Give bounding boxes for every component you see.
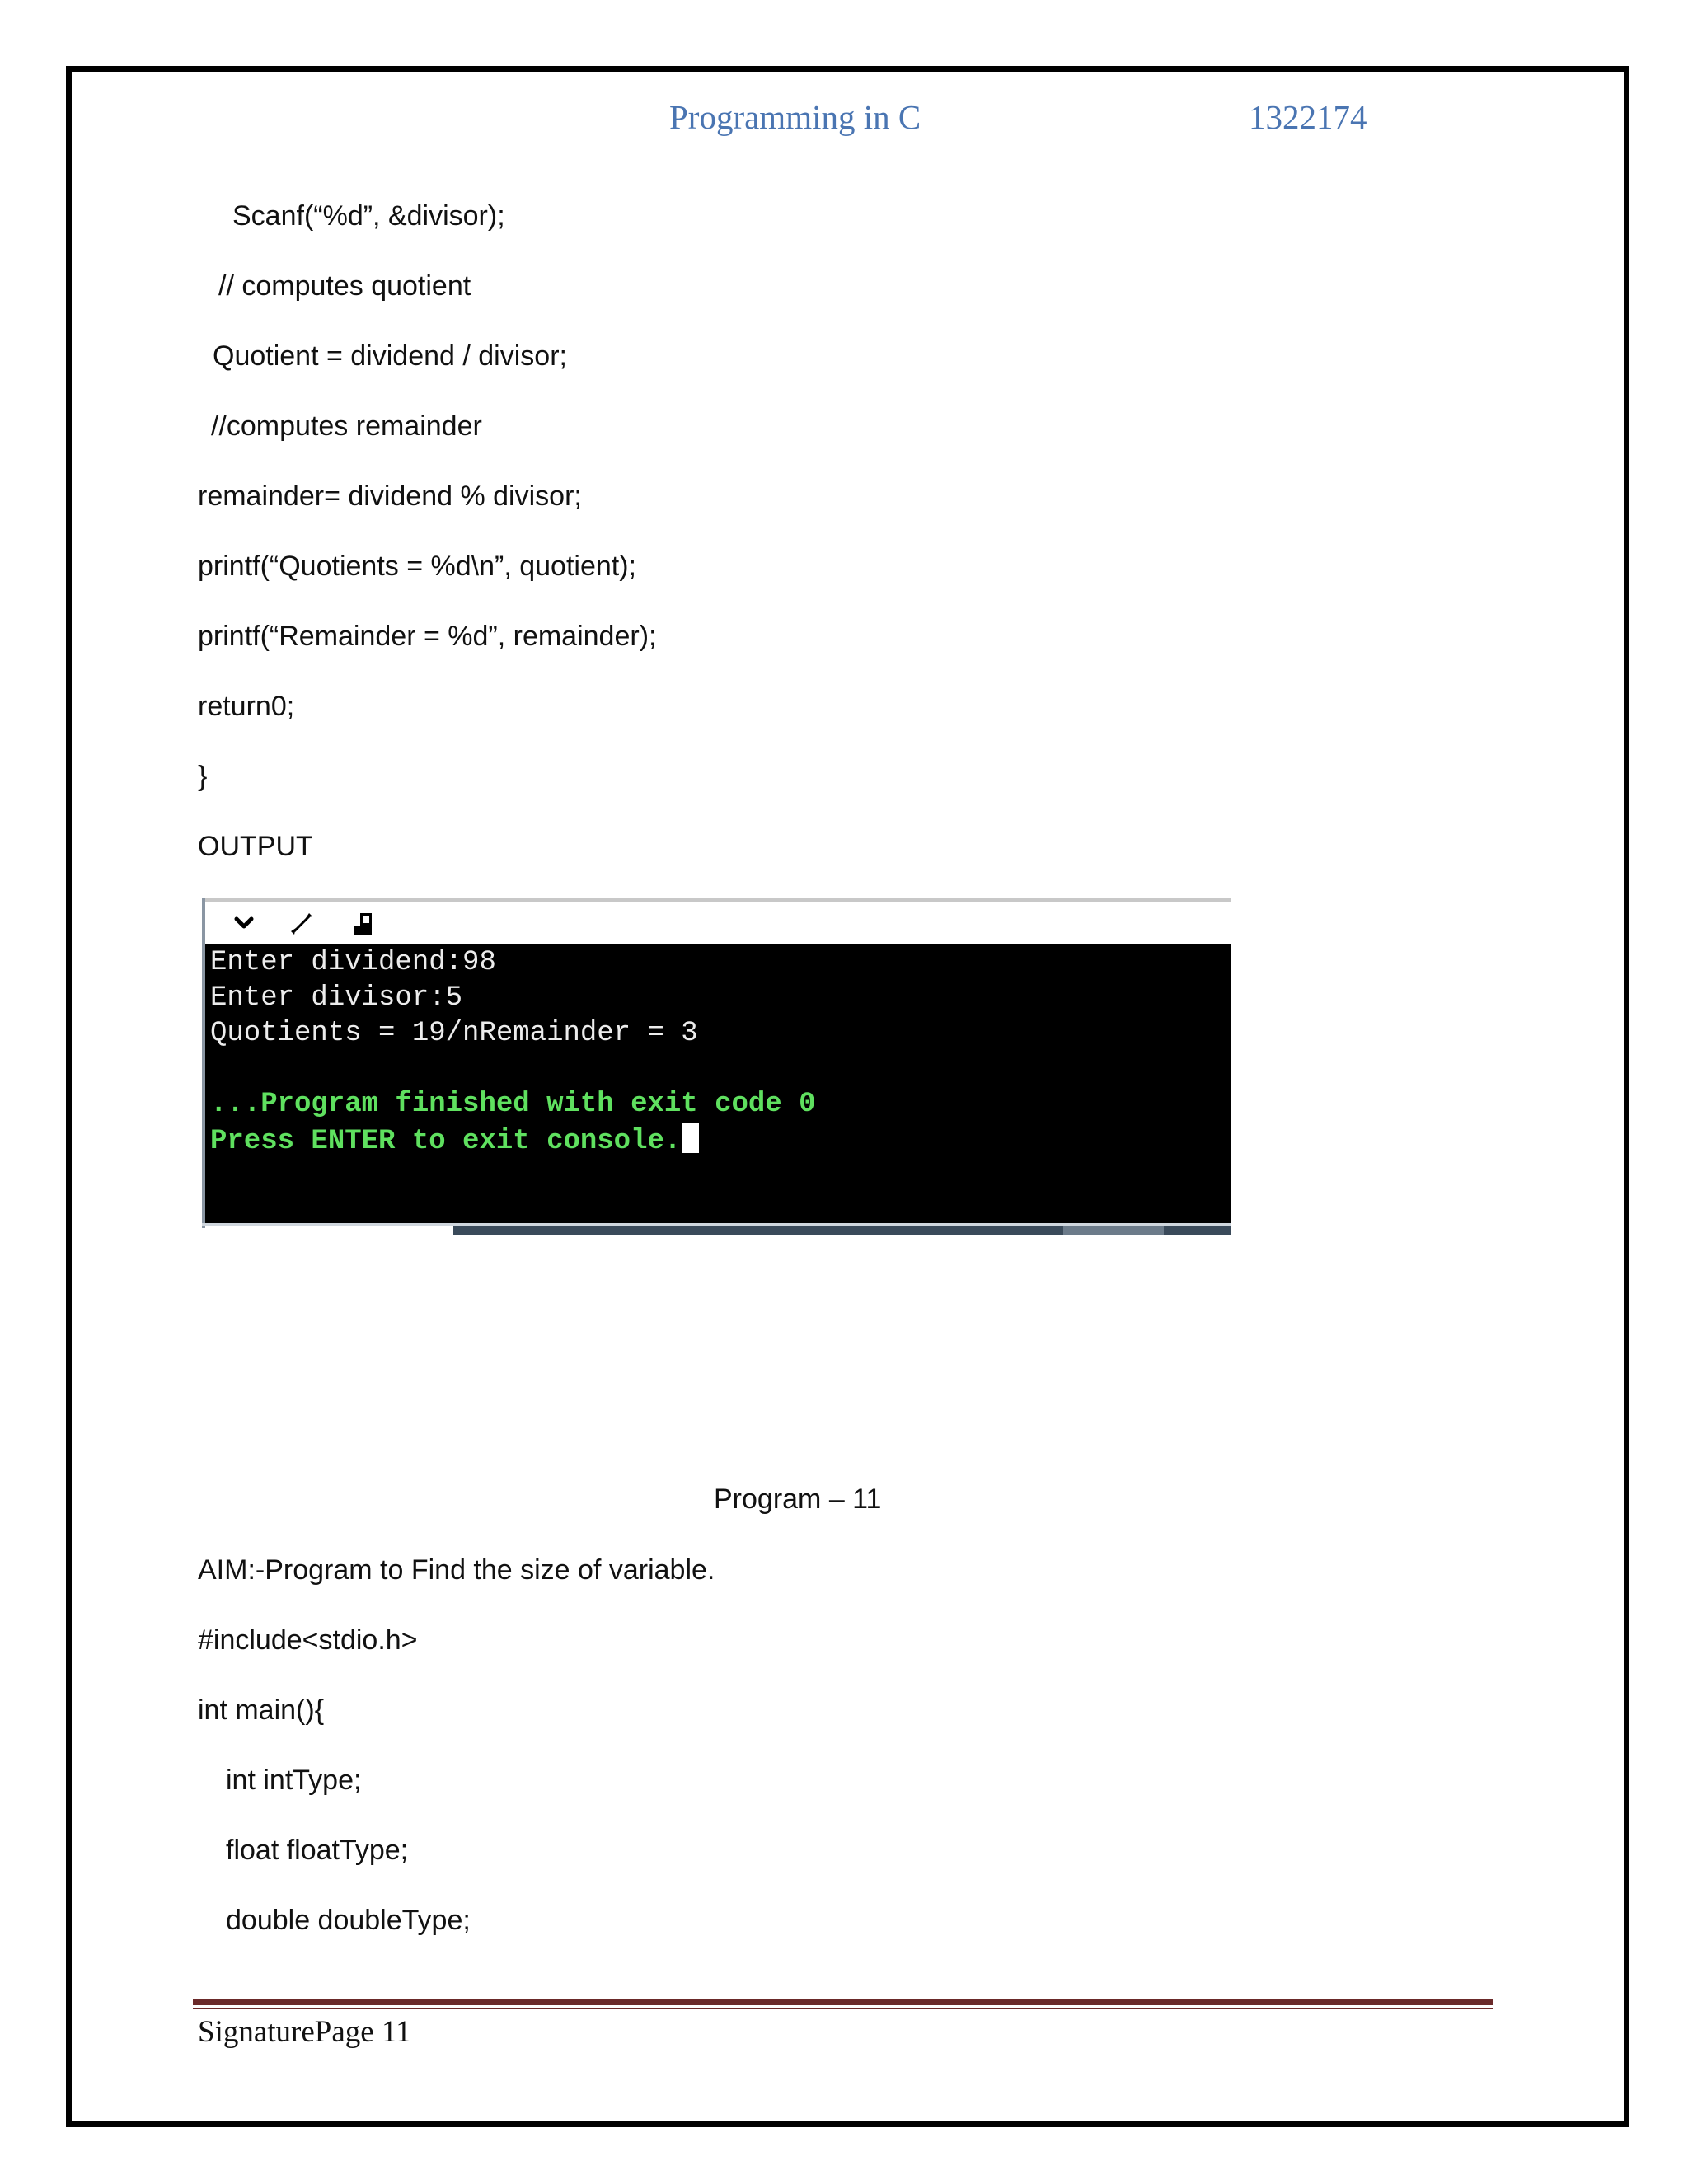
code-line: printf(“Remainder = %d”, remainder); [198, 621, 657, 652]
code-line: int intType; [226, 1765, 362, 1796]
code-comment: //computes remainder [211, 410, 482, 442]
program-heading: Program – 11 [714, 1483, 882, 1515]
header-title: Programming in C [669, 98, 921, 136]
footer-rule [193, 1999, 1493, 2005]
stop-icon[interactable] [349, 908, 380, 940]
code-line: remainder= dividend % divisor; [198, 480, 582, 512]
chevron-down-icon[interactable] [228, 908, 260, 940]
terminal-prompt-line [210, 1123, 699, 1158]
terminal-line: Quotients = 19/nRemainder = 3 [210, 1018, 698, 1049]
terminal-status-line: ...Program finished with exit code 0 [210, 1089, 816, 1120]
code-line: double doubleType; [226, 1905, 471, 1936]
text-cursor [682, 1123, 699, 1153]
terminal-console [205, 944, 1231, 1223]
code-line: Scanf(“%d”, &divisor); [232, 200, 505, 232]
terminal-line: Enter divisor:5 [210, 982, 463, 1014]
code-line: } [198, 761, 208, 792]
code-line: return0; [198, 691, 295, 722]
code-line: #include<stdio.h> [198, 1624, 418, 1656]
terminal-toolbar [205, 902, 1231, 944]
output-label: OUTPUT [198, 831, 313, 862]
code-line: Quotient = dividend / divisor; [213, 340, 567, 372]
terminal-prompt-text: Press ENTER to exit console. [210, 1126, 682, 1157]
footer-text: SignaturePage 11 [198, 2015, 411, 2049]
terminal-line: Enter dividend:98 [210, 947, 496, 978]
expand-icon[interactable] [286, 908, 317, 940]
code-comment: // computes quotient [218, 270, 471, 302]
terminal-screenshot [202, 898, 1231, 1238]
aim-statement: AIM:-Program to Find the size of variable. [198, 1554, 715, 1586]
header-roll-number: 1322174 [1249, 98, 1367, 136]
code-line: float floatType; [226, 1835, 409, 1866]
scrollbar-thumb[interactable] [1063, 1226, 1164, 1235]
code-line: printf(“Quotients = %d\n”, quotient); [198, 551, 636, 582]
code-line: int main(){ [198, 1694, 325, 1726]
footer-rule-thin [193, 2008, 1493, 2009]
